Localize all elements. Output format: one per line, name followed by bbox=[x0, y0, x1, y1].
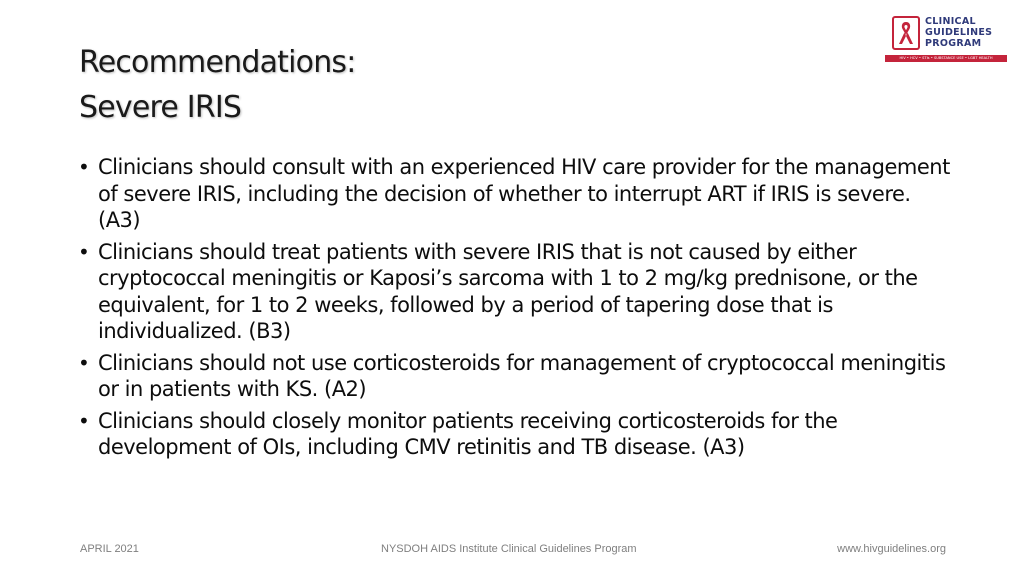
logo-line-3: PROGRAM bbox=[925, 38, 982, 49]
recommendation-list bbox=[76, 154, 956, 466]
list-item bbox=[76, 350, 956, 403]
logo-tagline: HIV • HCV • STIs • SUBSTANCE USE • LGBT HEALTH bbox=[885, 55, 1007, 62]
bullet-icon: • bbox=[78, 408, 90, 433]
list-item bbox=[76, 408, 956, 461]
bullet-icon: • bbox=[78, 350, 90, 375]
logo-line-2: GUIDELINES bbox=[925, 27, 993, 38]
red-ribbon-icon bbox=[896, 20, 916, 48]
logo-icon-frame bbox=[892, 16, 920, 50]
footer-program: NYSDOH AIDS Institute Clinical Guidelines Program bbox=[381, 543, 637, 555]
list-item-text: Clinicians should not use corticosteroids for management of cryptococcal meningitis or in patients with KS. (A2) bbox=[98, 350, 946, 401]
list-item bbox=[76, 154, 956, 234]
footer-date: APRIL 2021 bbox=[80, 543, 139, 555]
bullet-icon: • bbox=[78, 239, 90, 264]
logo-line-1: CLINICAL bbox=[925, 16, 976, 27]
footer-website: www.hivguidelines.org bbox=[837, 543, 946, 555]
title-line-2: Severe IRIS bbox=[79, 90, 242, 125]
list-item-text: Clinicians should closely monitor patients receiving corticosteroids for the development of OIs, including CMV retinitis and TB disease. (A3) bbox=[98, 408, 838, 459]
list-item-text: Clinicians should treat patients with severe IRIS that is not caused by either cryptococcal meningitis or Kaposi’s sarcoma with 1 to 2 mg/kg prednisone, or the equivalent, for 1 to 2 weeks, followed by a period of tapering dose that is individualized. (B3) bbox=[98, 239, 918, 343]
list-item-text: Clinicians should consult with an experienced HIV care provider for the management of severe IRIS, including the decision of whether to interrupt ART if IRIS is severe. (A3) bbox=[98, 155, 950, 232]
logo-wordmark bbox=[925, 16, 992, 49]
title-line-1: Recommendations: bbox=[79, 45, 356, 80]
list-item bbox=[76, 239, 956, 345]
bullet-icon: • bbox=[78, 155, 90, 179]
page-title bbox=[79, 40, 356, 130]
clinical-guidelines-logo bbox=[885, 14, 1007, 64]
